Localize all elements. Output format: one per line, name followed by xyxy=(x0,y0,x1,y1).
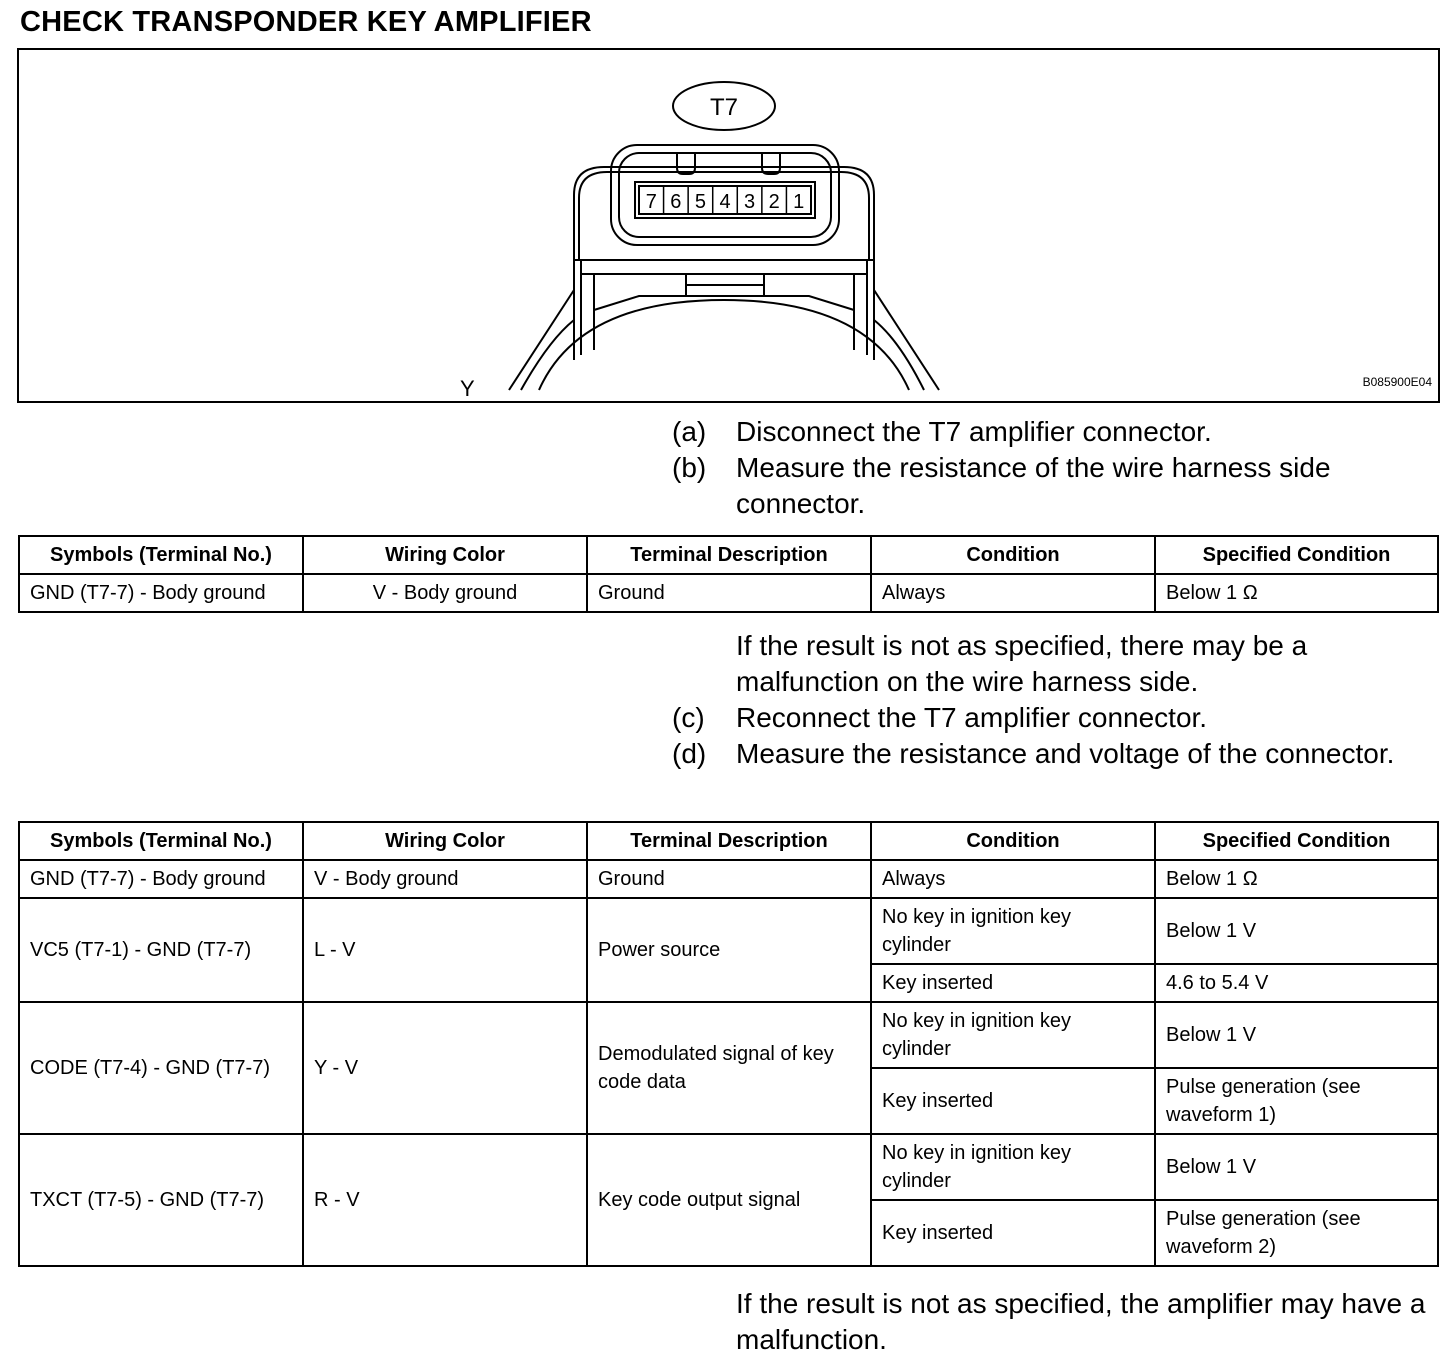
header-specified-condition: Specified Condition xyxy=(1155,822,1438,860)
cell-description: Demodulated signal of key code data xyxy=(587,1002,871,1134)
cell-spec: Below 1 V xyxy=(1155,1002,1438,1068)
steps-group-1 xyxy=(672,414,1432,522)
cell-condition: Always xyxy=(871,574,1155,612)
connector-drawing xyxy=(19,50,1438,401)
step-label: (c) xyxy=(672,702,705,733)
header-symbols: Symbols (Terminal No.) xyxy=(19,536,303,574)
note-1: If the result is not as specified, there may be a malfunction on the wire harness side. xyxy=(736,630,1308,697)
header-terminal-description: Terminal Description xyxy=(587,822,871,860)
step-text: Measure the resistance of the wire harness side connector. xyxy=(736,452,1331,519)
pin-number: 3 xyxy=(744,191,756,213)
cell-symbol: GND (T7-7) - Body ground xyxy=(19,860,303,898)
cell-description: Ground xyxy=(587,860,871,898)
cell-spec: 4.6 to 5.4 V xyxy=(1155,964,1438,1002)
pin-number: 5 xyxy=(694,191,706,213)
cell-symbol: GND (T7-7) - Body ground xyxy=(19,574,303,612)
cell-spec: Below 1 V xyxy=(1155,1134,1438,1200)
header-condition: Condition xyxy=(871,536,1155,574)
cell-wiring-color: Y - V xyxy=(303,1002,587,1134)
step-a xyxy=(672,414,1432,450)
cell-wiring-color: R - V xyxy=(303,1134,587,1266)
header-wiring-color: Wiring Color xyxy=(303,536,587,574)
step-label: (a) xyxy=(672,416,707,447)
cell-condition: No key in ignition key cylinder xyxy=(871,898,1155,964)
resistance-table xyxy=(18,535,1439,613)
step-label: (b) xyxy=(672,452,707,483)
cell-wiring-color: V - Body ground xyxy=(303,860,587,898)
pin-number: 1 xyxy=(793,191,805,213)
cell-condition: No key in ignition key cylinder xyxy=(871,1002,1155,1068)
step-text: Reconnect the T7 amplifier connector. xyxy=(736,702,1208,733)
cell-spec: Below 1 V xyxy=(1155,898,1438,964)
table-row xyxy=(19,1002,1438,1068)
step-c xyxy=(672,700,1432,736)
page-title: CHECK TRANSPONDER KEY AMPLIFIER xyxy=(20,6,592,38)
wire-color-label: Y xyxy=(460,376,475,401)
cell-spec: Below 1 Ω xyxy=(1155,860,1438,898)
cell-symbol: TXCT (T7-5) - GND (T7-7) xyxy=(19,1134,303,1266)
table-row xyxy=(19,1134,1438,1200)
pin-number: 7 xyxy=(645,191,657,213)
cell-symbol: CODE (T7-4) - GND (T7-7) xyxy=(19,1002,303,1134)
image-code: B085900E04 xyxy=(1362,375,1432,389)
cell-description: Key code output signal xyxy=(587,1134,871,1266)
step-label: (d) xyxy=(672,738,707,769)
header-wiring-color: Wiring Color xyxy=(303,822,587,860)
step-text: Measure the resistance and voltage of the connector. xyxy=(736,738,1395,769)
steps-group-2 xyxy=(672,700,1432,772)
header-specified-condition: Specified Condition xyxy=(1155,536,1438,574)
step-text: Disconnect the T7 amplifier connector. xyxy=(736,416,1212,447)
resistance-voltage-table xyxy=(18,821,1439,1267)
header-symbols: Symbols (Terminal No.) xyxy=(19,822,303,860)
cell-spec: Pulse generation (see waveform 2) xyxy=(1155,1200,1438,1266)
table-row xyxy=(19,898,1438,964)
header-condition: Condition xyxy=(871,822,1155,860)
cell-wiring-color: L - V xyxy=(303,898,587,1002)
cell-condition: Always xyxy=(871,860,1155,898)
cell-symbol: VC5 (T7-1) - GND (T7-7) xyxy=(19,898,303,1002)
cell-condition: Key inserted xyxy=(871,1200,1155,1266)
table-row xyxy=(19,860,1438,898)
cell-description: Power source xyxy=(587,898,871,1002)
pin-number: 2 xyxy=(768,191,780,213)
cell-wiring-color: V - Body ground xyxy=(303,574,587,612)
pin-number: 6 xyxy=(670,191,682,213)
header-terminal-description: Terminal Description xyxy=(587,536,871,574)
cell-spec: Below 1 Ω xyxy=(1155,574,1438,612)
note-2: If the result is not as specified, the amplifier may have a malfunction. xyxy=(736,1288,1426,1355)
step-b xyxy=(672,450,1432,522)
cell-condition: Key inserted xyxy=(871,964,1155,1002)
cell-condition: Key inserted xyxy=(871,1068,1155,1134)
cell-description: Ground xyxy=(587,574,871,612)
connector-figure xyxy=(17,48,1440,403)
table-row xyxy=(19,574,1438,612)
pin-number: 4 xyxy=(719,191,731,213)
connector-label: T7 xyxy=(709,94,739,121)
step-d xyxy=(672,736,1432,772)
cell-condition: No key in ignition key cylinder xyxy=(871,1134,1155,1200)
cell-spec: Pulse generation (see waveform 1) xyxy=(1155,1068,1438,1134)
